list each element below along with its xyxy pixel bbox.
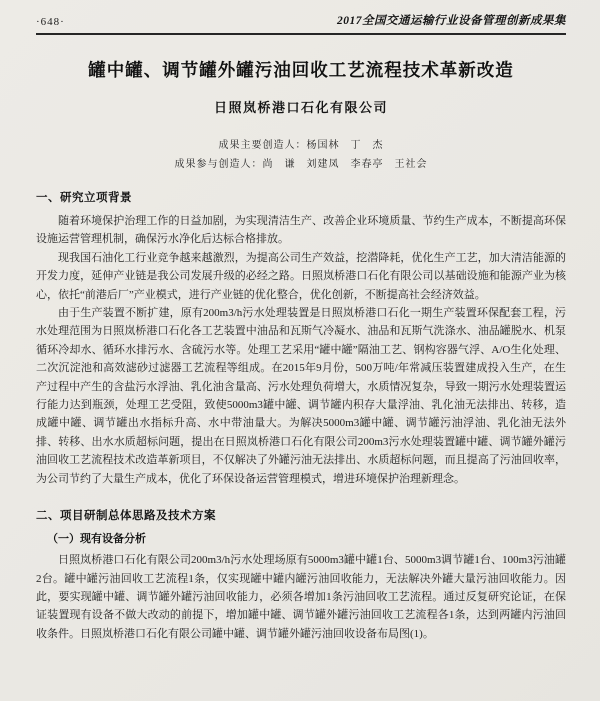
article-title: 罐中罐、调节罐外罐污油回收工艺流程技术革新改造 [88, 60, 514, 80]
page-number: ·648· [36, 16, 65, 28]
section-1-paragraph-3: 由于生产装置不断扩建，原有200m3/h污水处理装置是日照岚桥港口石化一期生产装置环保配套工程，污水处理范围为日照岚桥港口石化各工艺装置中油品和瓦斯气冷凝水、油品和瓦斯气洗涤水、油品罐脱水、机泵循环冷却水、循环水排污水、含硫污水等。处理工艺采用“罐中罐”隔油工艺、钢构容器气浮、A/O生化处理、二次沉淀池和高效滤砂过滤器工艺流程等组成。在2015年9月份，500万吨/年常减压装置建成投入生产，在生产过程中产生的含盐污水浮油、乳化油含量高、污水处理负荷增大，水质情况复杂，导致一期污水处理装置运行能力达到瓶颈，处理工艺受阻，致使5000m3罐中罐、调节罐内积存大量浮油、乳化油无法排出、转移，造成罐中罐、调节罐出水指标升高、水中带油量大。为解决5000m3罐中罐、调节罐污油浮油、乳化油无法外排、转移、出水水质超标问题，提出在日照岚桥港口石化有限公司200m3污水处理装置罐中罐、调节罐外罐污油回收工艺流程技术改造革新项目，不仅解决了外罐污油无法排出、水质超标问题，而且提高了污油回收率，为公司节约了大量生产成本，优化了环保设备运营管理模式，增进环境保护治理新理念。 [36, 307, 566, 485]
section-1-paragraph-2: 现我国石油化工行业竞争越来越激烈，为提高公司生产效益，挖潜降耗，优化生产工艺，加大清洁能源的开发力度，延伸产业链是我公司发展升级的必经之路。日照岚桥港口石化有限公司以基础设施和能源产业为核心，依托“前港后厂”产业模式，进行产业链的优化整合，优化创新，不断提高社会经济效益。 [36, 251, 566, 301]
header-journal-title: 2017全国交通运输行业设备管理创新成果集 [337, 15, 566, 27]
section-2-subheading-1: （一）现有设备分析 [47, 533, 146, 546]
section-1-paragraph-1: 随着环境保护治理工作的日益加剧，为实现清洁生产、改善企业环境质量、节约生产成本，不断提高环保设施运营管理机制，确保污水净化后达标合格排放。 [36, 215, 566, 246]
authors-block [36, 136, 566, 170]
section-1-heading: 一、研究立项背景 [36, 192, 132, 204]
section-background [36, 189, 566, 488]
section-2-paragraph-1: 日照岚桥港口石化有限公司200m3/h污水处理场原有5000m3罐中罐1台、5000m3调节罐1台、100m3污油罐2台。罐中罐污油回收工艺流程1条，仅实现罐中罐内罐污油回收能力，无法解决外罐大量污油回收能力。因此，要实现罐中罐、调节罐外罐污油回收能力，必须各增加1条污油回收工艺流程。通过反复研究论证，在保证装置现有设备不做大改动的前提下，增加罐中罐、调节罐外罐污油回收工艺流程各1条，达到两罐内污油回收条件。日照岚桥港口石化有限公司罐中罐、调节罐外罐污油回收设备布局图(1)。 [36, 554, 566, 640]
authors-primary: 成果主要创造人：杨国林 丁 杰 [218, 140, 384, 151]
section-2-heading: 二、项目研制总体思路及技术方案 [36, 510, 216, 523]
company-name: 日照岚桥港口石化有限公司 [213, 100, 388, 115]
section-plan [36, 507, 566, 643]
authors-participants: 成果参与创造人：尚 谦 刘建凤 李春亭 王社会 [174, 159, 428, 170]
page-header [36, 12, 566, 35]
